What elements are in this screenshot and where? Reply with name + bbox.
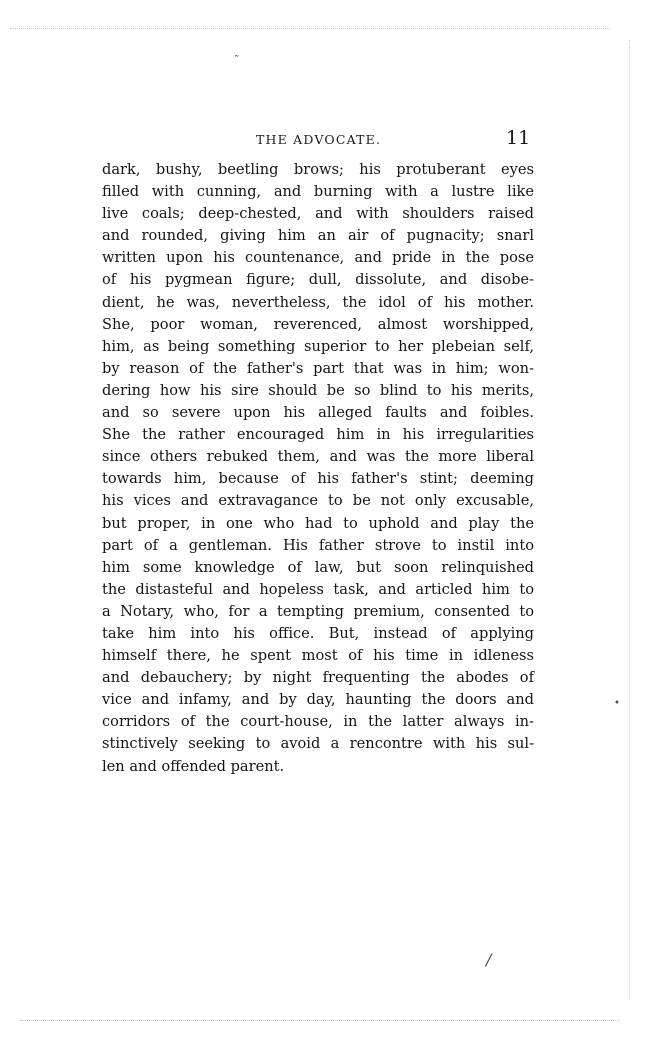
text-line: him, as being something superior to her plebeian self, [102, 337, 534, 355]
text-line: vice and infamy, and by day, haunting the doors and [102, 691, 534, 709]
ink-mark-side: • [614, 698, 620, 709]
ink-mark-bottom: / [486, 950, 492, 969]
ink-mark-top: ˜ [234, 54, 240, 67]
text-line: himself there, he spent most of his time in idleness [102, 647, 534, 665]
text-line: She, poor woman, reverenced, almost worshipped, [102, 315, 534, 333]
text-line: by reason of the father's part that was in him; won- [102, 359, 534, 377]
text-line: but proper, in one who had to uphold and play the [102, 514, 534, 532]
text-line: a Notary, who, for a tempting premium, consented to [102, 602, 534, 620]
page-edge-right [629, 40, 630, 1000]
text-line: part of a gentleman. His father strove to instil into [102, 536, 534, 554]
text-line: the distasteful and hopeless task, and articled him to [102, 580, 534, 598]
text-line: filled with cunning, and burning with a lustre like [102, 183, 534, 201]
text-line: and debauchery; by night frequenting the abodes of [102, 669, 534, 687]
page-edge-top [10, 28, 610, 29]
text-line: dark, bushy, beetling brows; his protuberant eyes [102, 161, 534, 178]
page-header [100, 127, 532, 151]
text-line: len and offended parent. [102, 757, 285, 775]
text-line: him some knowledge of law, but soon relinquished [102, 558, 534, 576]
text-line: and rounded, giving him an air of pugnacity; snarl [102, 227, 534, 245]
text-line: of his pygmean figure; dull, dissolute, and disobe- [102, 271, 534, 289]
page-edge-bottom [20, 1020, 620, 1021]
text-line: written upon his countenance, and pride in the pose [102, 249, 534, 267]
text-line: dering how his sire should be so blind to his merits, [102, 381, 534, 399]
text-line: dient, he was, nevertheless, the idol of his mother. [102, 293, 534, 311]
page-number: 11 [506, 127, 531, 149]
text-line: stinctively seeking to avoid a rencontre with his sul- [102, 735, 534, 753]
text-line: take him into his office. But, instead of applying [102, 624, 534, 642]
text-line: towards him, because of his father's stint; deeming [102, 470, 534, 488]
text-line: and so severe upon his alleged faults and foibles. [102, 404, 534, 422]
body-text [102, 159, 534, 778]
text-line: She the rather encouraged him in his irregularities [102, 426, 534, 444]
running-title: THE ADVOCATE. [256, 132, 382, 147]
text-line: live coals; deep-chested, and with shoulders raised [102, 205, 534, 223]
text-line: his vices and extravagance to be not only excusable, [102, 492, 534, 510]
text-line: since others rebuked them, and was the more liberal [102, 448, 534, 466]
text-line: corridors of the court-house, in the latter always in- [102, 713, 534, 731]
